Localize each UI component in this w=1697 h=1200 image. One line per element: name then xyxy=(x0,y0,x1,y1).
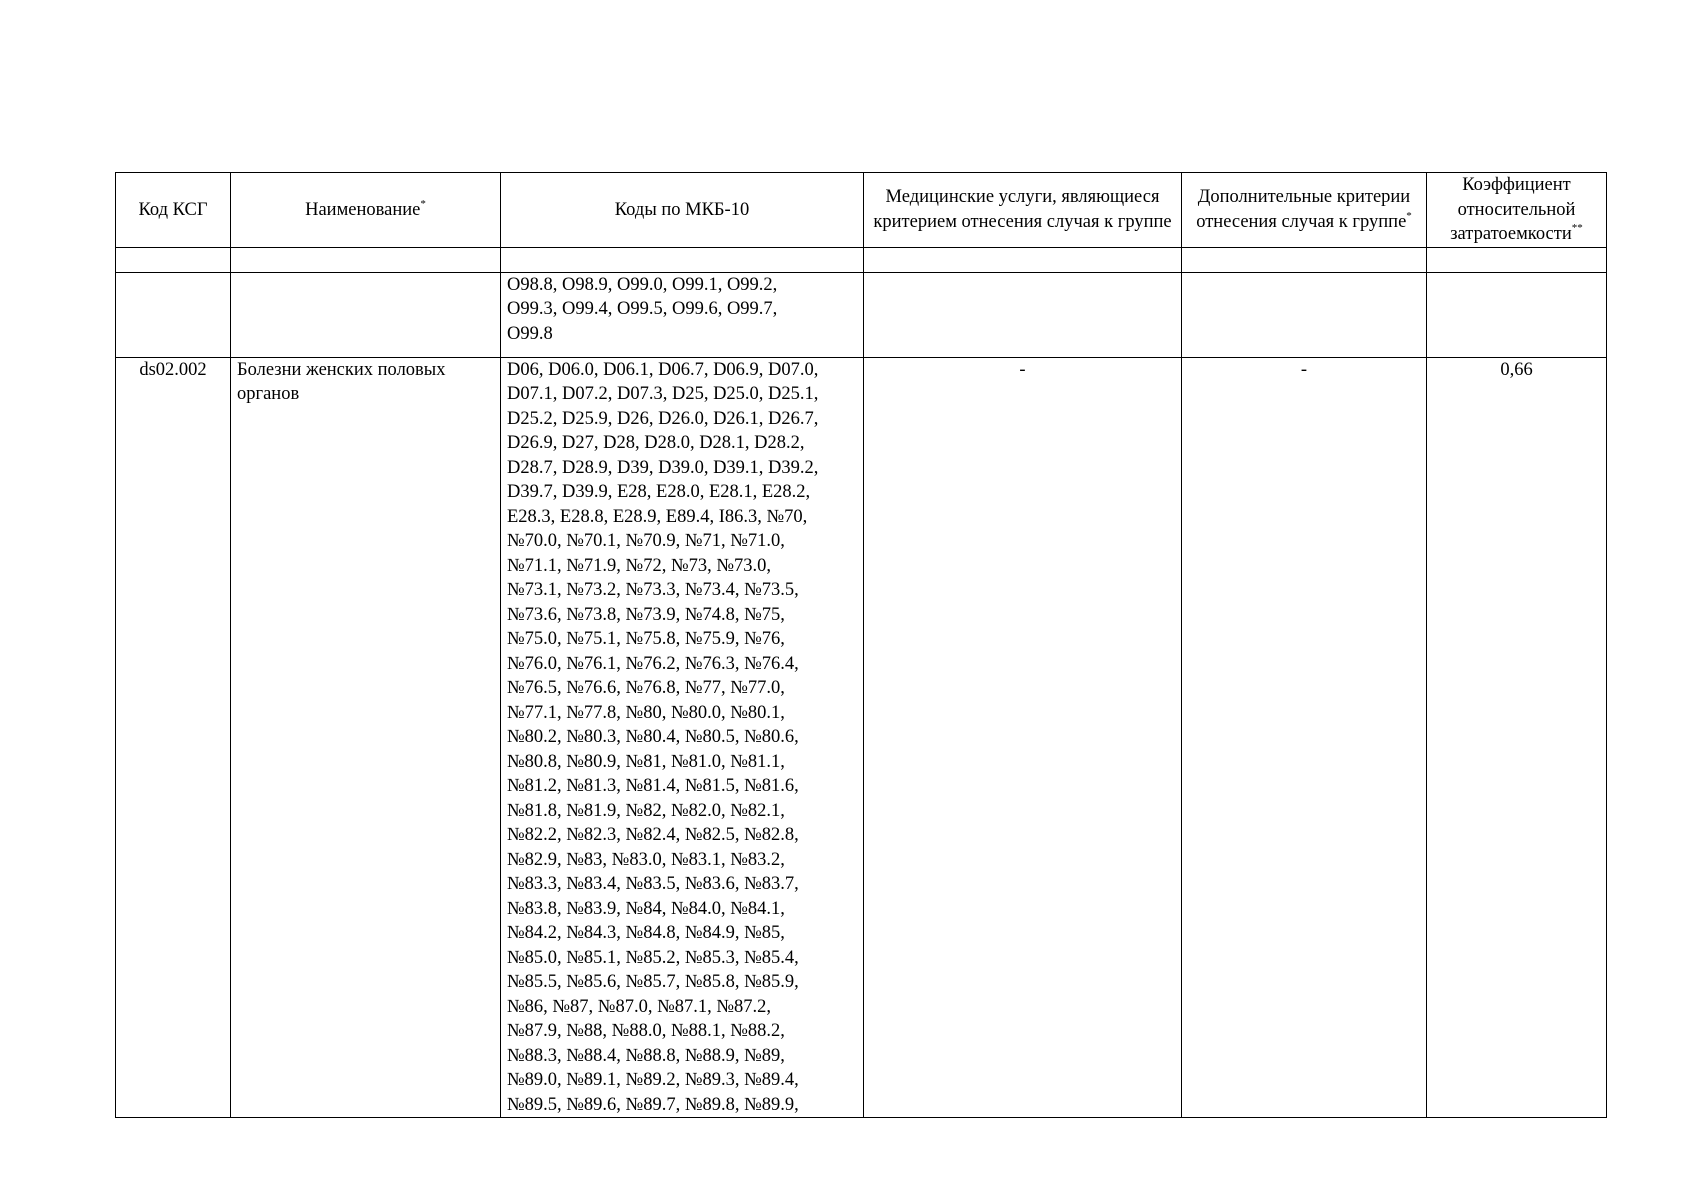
medical-services-cell: - xyxy=(864,357,1182,1118)
header-name-footnote-mark: * xyxy=(420,197,426,210)
header-code-text: Код КСГ xyxy=(138,199,208,220)
table-cell xyxy=(231,247,501,272)
header-services-text: Медицинские услуги, являющиеся критерием отнесения случая к группе xyxy=(873,187,1172,232)
coefficient-cell: 0,66 xyxy=(1427,357,1607,1118)
table-cell xyxy=(231,272,501,357)
extra-criteria-cell: - xyxy=(1182,357,1427,1118)
header-extra-text: Дополнительные критерии отнесения случая к группе xyxy=(1196,187,1411,232)
table-cell xyxy=(864,272,1182,357)
table-cell xyxy=(501,247,864,272)
column-number-row xyxy=(116,247,1607,272)
ksg-code-cell: ds02.002 xyxy=(116,357,231,1118)
header-row xyxy=(116,173,1607,248)
header-icd-text: Коды по МКБ-10 xyxy=(614,199,750,220)
table-cell xyxy=(1182,272,1427,357)
table-cell xyxy=(1427,247,1607,272)
table-cell xyxy=(1182,247,1427,272)
header-coef-text: Коэффициент относительной затратоемкости xyxy=(1450,175,1576,244)
table-cell xyxy=(864,247,1182,272)
header-name xyxy=(231,173,501,248)
ksg-name-cell: Болезни женских половых органов xyxy=(231,357,501,1118)
header-extra-criteria xyxy=(1182,173,1427,248)
header-name-text: Наименование xyxy=(305,199,421,220)
header-coef-footnote-mark: ** xyxy=(1571,222,1583,234)
header-icd-codes xyxy=(501,173,864,248)
header-extra-footnote-mark: * xyxy=(1406,209,1412,222)
table-cell xyxy=(116,247,231,272)
icd-codes-cell: D06, D06.0, D06.1, D06.7, D06.9, D07.0, D07.1, D07.2, D07.3, D25, D25.0, D25.1, D25.2, D25.9, D26, D26.0, D26.1, D26.7, D26.9, D27, D28, D28.0, D28.1, D28.2, D28.7, D28.9, D39, D39.0, D39.1, D39.2, D39.7, D39.9, E28, E28.0, E28.1, E28.2, E28.3, E28.8, E28.9, E89.4, I86.3, №70, №70.0, №70.1, №70.9, №71, №71.0, №71.1, №71.9, №72, №73, №73.0, №73.1, №73.2, №73.3, №73.4, №73.5, №73.6, №73.8, №73.9, №74.8, №75, №75.0, №75.1, №75.8, №75.9, №76, №76.0, №76.1, №76.2, №76.3, №76.4, №76.5, №76.6, №76.8, №77, №77.0, №77.1, №77.8, №80, №80.0, №80.1, №80.2, №80.3, №80.4, №80.5, №80.6, №80.8, №80.9, №81, №81.0, №81.1, №81.2, №81.3, №81.4, №81.5, №81.6, №81.8, №81.9, №82, №82.0, №82.1, №82.2, №82.3, №82.4, №82.5, №82.8, №82.9, №83, №83.0, №83.1, №83.2, №83.3, №83.4, №83.5, №83.6, №83.7, №83.8, №83.9, №84, №84.0, №84.1, №84.2, №84.3, №84.8, №84.9, №85, №85.0, №85.1, №85.2, №85.3, №85.4, №85.5, №85.6, №85.7, №85.8, №85.9, №86, №87, №87.0, №87.1, №87.2, №87.9, №88, №88.0, №88.1, №88.2, №88.3, №88.4, №88.8, №88.9, №89, №89.0, №89.1, №89.2, №89.3, №89.4, №89.5, №89.6, №89.7, №89.8, №89.9, xyxy=(501,357,864,1118)
table-row xyxy=(116,357,1607,1118)
header-medical-services xyxy=(864,173,1182,248)
table-cell xyxy=(116,272,231,357)
table-row-continuation xyxy=(116,272,1607,357)
ksg-table xyxy=(115,172,1607,1118)
table-header xyxy=(116,173,1607,248)
header-code xyxy=(116,173,231,248)
table-cell xyxy=(1427,272,1607,357)
header-coefficient xyxy=(1427,173,1607,248)
icd-codes-cell: O98.8, O98.9, O99.0, O99.1, O99.2, O99.3, O99.4, O99.5, O99.6, O99.7, O99.8 xyxy=(501,272,864,357)
